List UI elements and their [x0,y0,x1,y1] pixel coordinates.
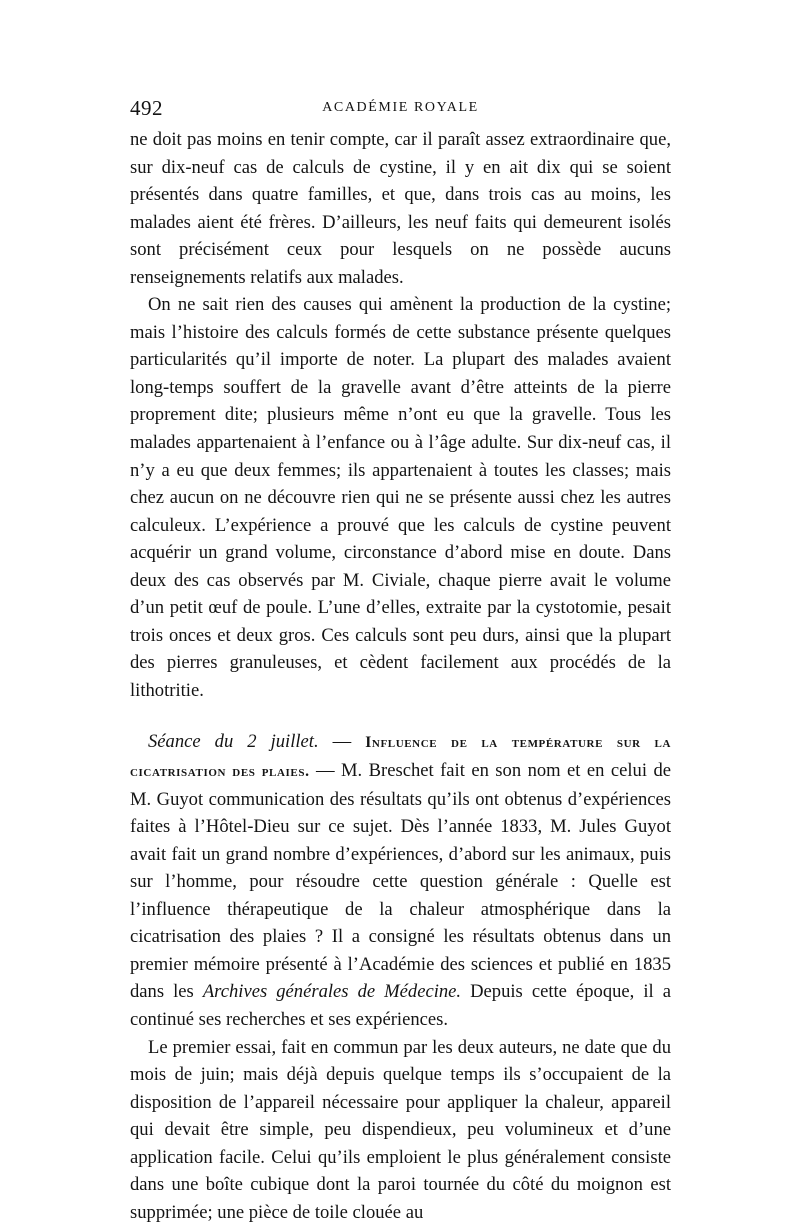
paragraph-cystine-causes: On ne sait rien des causes qui amènent la production de la cystine; mais l’histoire des calculs formés de cette substance présente quelques particularités qu’il importe de noter. La plupart des malades avaient long-temps souffert de la gravelle avant d’être atteints de la pierre proprement dite; plusieurs même n’ont eu que la gravelle. Tous les malades appartenaient à l’enfance ou à l’âge adulte. Sur dix-neuf cas, il n’y a eu que deux femmes; ils appartenaient à toutes les classes; mais chez aucun on ne découvre rien qui ne se présente aussi chez les autres calculeux. L’expérience a prouvé que les calculs de cystine peuvent acquérir un grand volume, circonstance d’abord mise en doute. Dans deux des cas observés par M. Civiale, chaque pierre avait le volume d’un petit œuf de poule. L’une d’elles, extraite par la cystotomie, pesait trois onces et deux gros. Ces calculs sont peu durs, ainsi que la plupart des pierres granuleuses, et cèdent facilement aux procédés de la lithotritie. [130,291,671,704]
page-header [130,96,671,126]
dash: — [310,760,341,781]
book-page [130,96,671,1226]
body-text [130,126,671,1226]
session-date: Séance du 2 juillet. [148,731,319,752]
running-head: ACADÉMIE ROYALE [130,100,671,116]
paragraph-continuation: ne doit pas moins en tenir compte, car il paraît assez extraordinaire que, sur dix-neuf cas de calculs de cystine, il y en ait dix qui se soient présentés dans quatre familles, et que, dans trois cas au moins, les malades aient été frères. D’ailleurs, les neuf faits qui demeurent isolés sont précisément ceux pour lesquels on ne possède aucuns renseignements relatifs aux malades. [130,126,671,291]
paragraph-premier-essai: Le premier essai, fait en commun par les deux auteurs, ne date que du mois de juin; mais déjà depuis quelque temps ils s’occupaient de la disposition de l’appareil nécessaire pour appliquer la chaleur, appareil qui devait être simple, peu dispendieux, peu volumineux et d’une application facile. Celui qu’ils emploient le plus généralement consiste dans une boîte cubique dont la paroi tournée du côté du moignon est supprimée; une pièce de toile clouée au [130,1034,671,1226]
section-heading: Influence de la température sur la cicatrisation des plaies. [130,734,671,780]
section-body-end: Depuis cette époque, il a continué ses recherches et ses expériences. [130,981,671,1030]
journal-title: Archives générales de Médecine. [203,981,461,1002]
section-body-start: M. Breschet fait en son nom et en celui de M. Guyot communication des résultats qu’ils ont obtenus d’expériences faites à l’Hôtel-Dieu sur ce sujet. Dès l’année 1833, M. Jules Guyot avait fait un grand nombre d’expériences, d’abord sur les animaux, puis sur l’homme, pour résoudre cette question générale : Quelle est l’influence thérapeutique de la chaleur atmosphérique dans la cicatrisation des plaies ? Il a consigné les résultats obtenus dans un premier mémoire présenté à l’Académie des sciences et publié en 1835 dans les [130,760,671,1002]
section-seance-2-juillet [130,728,671,1033]
page-number: 492 [130,96,163,121]
dash: — [319,731,366,752]
